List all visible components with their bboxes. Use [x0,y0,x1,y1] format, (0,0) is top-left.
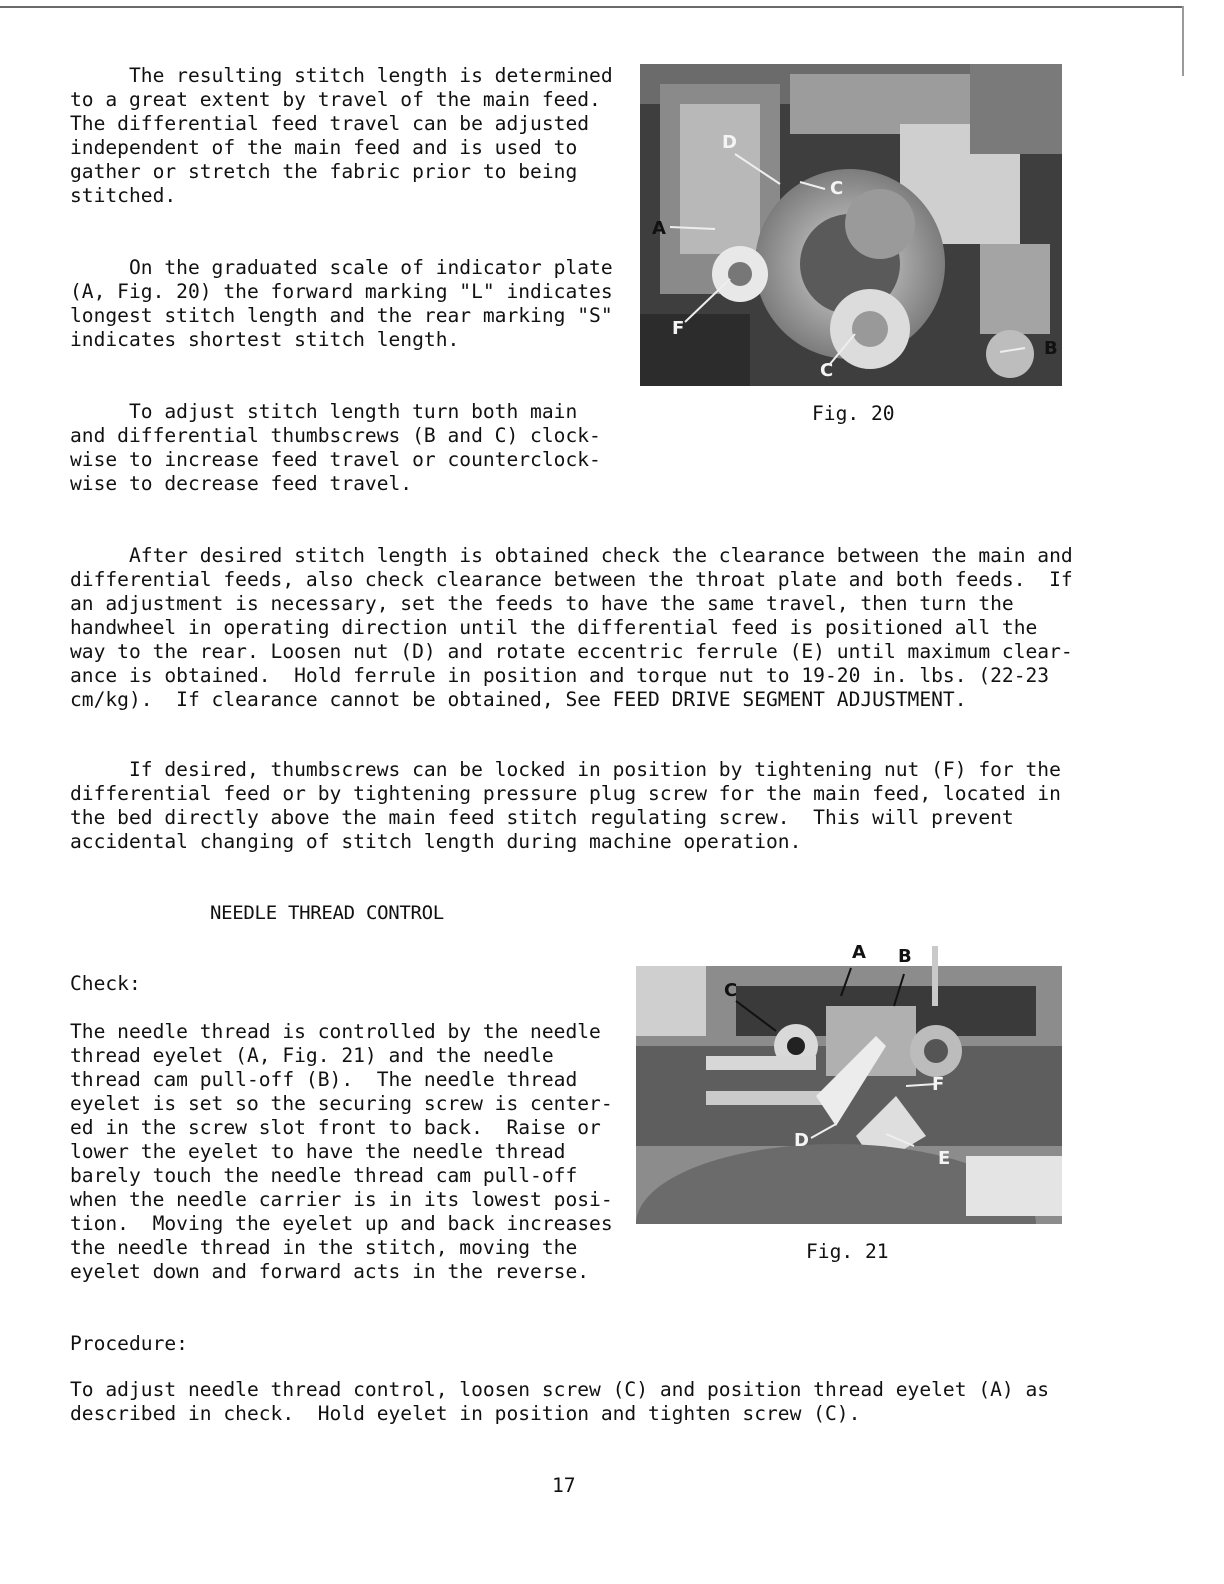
page-number: 17 [552,1474,576,1497]
procedure-label: Procedure: [70,1332,188,1355]
fig-21-label-a: A [852,942,866,963]
check-label: Check: [70,972,141,995]
fig-21-label-c: C [724,980,738,1001]
fig-21-illustration [636,906,1062,1224]
fig-21-label-d: D [794,1130,809,1151]
fig-21-label-f: F [932,1074,945,1095]
fig-20-photo [640,64,1062,386]
indicator-paragraph: On the graduated scale of indicator plate (A, Fig. 20) the forward marking "L" indicates longest stitch length and the rear marking "S" indicates shortest stitch length. [70,256,613,351]
top-rule [0,6,1184,8]
lock-paragraph: If desired, thumbscrews can be locked in position by tightening nut (F) for the differential feed or by tightening pressure plug screw for the main feed, located in the bed directly above the main feed stitch regulating screw. This will prevent accidental changing of stitch length during machine operation. [70,758,1061,853]
fig-21-photo [636,906,1062,1224]
fig-20-label-e: C [830,178,844,199]
fig-21-label-b: B [898,946,912,967]
section-heading: NEEDLE THREAD CONTROL [210,902,444,924]
fig-20-label-b: B [1044,338,1058,359]
fig-20-label-d: D [722,132,737,153]
fig-20-label-f: F [672,318,685,339]
fig-20-caption: Fig. 20 [812,402,895,425]
procedure-paragraph: To adjust needle thread control, loosen screw (C) and position thread eyelet (A) as described in check. Hold eyelet in position and tighten screw (C). [70,1378,1050,1425]
fig-20-label-c: C [820,360,834,381]
check-paragraph: The needle thread is controlled by the needle thread eyelet (A, Fig. 21) and the needle thread cam pull-off (B). The needle thread eyelet is set so the securing screw is center- ed in the screw slot front to back. Raise or lower the eyelet to have the needle thread barely touch the needle thread cam pull-off when the needle carrier is in its lowest posi- tion. Moving the eyelet up and back increases the needle thread in the stitch, moving the eyelet down and forward acts in the reverse. [70,1020,613,1283]
intro-paragraph: The resulting stitch length is determined to a great extent by travel of the main feed. The differential feed travel can be adjusted independent of the main feed and is used to gather or stretch the fabric prior to being stitched. [70,64,613,207]
adjust-paragraph: To adjust stitch length turn both main and differential thumbscrews (B and C) clock- wise to increase feed travel or counterclock- wise to decrease feed travel. [70,400,601,495]
right-edge-rule [1182,6,1184,76]
fig-20-label-a: A [652,218,666,239]
fig-21-label-e: E [938,1148,951,1169]
clearance-paragraph: After desired stitch length is obtained check the clearance between the main and differential feeds, also check clearance between the throat plate and both feeds. If an adjustment is necessary, set the feeds to have the same travel, then turn the handwheel in operating direction until the differential feed is positioned all the way to the rear. Loosen nut (D) and rotate eccentric ferrule (E) until maximum clear- ance is obtained. Hold ferrule in position and torque nut to 19-20 in. lbs. (22-23 cm/kg). If clearance cannot be obtained, See FEED DRIVE SEGMENT ADJUSTMENT. [70,544,1073,711]
fig-21-caption: Fig. 21 [806,1240,889,1263]
fig-20-illustration [640,64,1062,386]
